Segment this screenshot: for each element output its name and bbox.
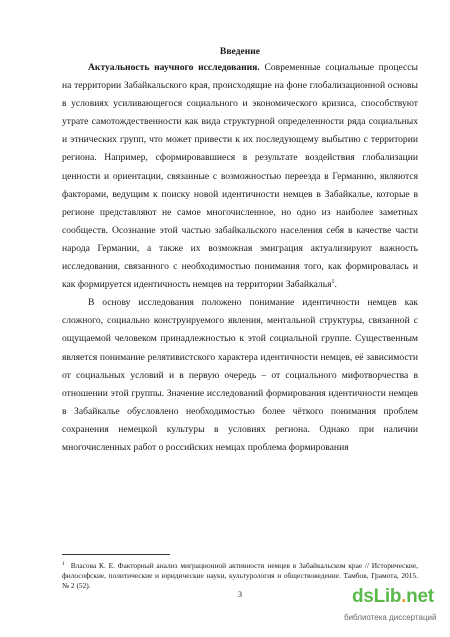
paragraph-basis: В основу исследования положено понимание идентичности немцев как сложного, социально конструируемого явления, ментальной структуры, связанной с ощущаемой человеком принадлежностью к этой социальной группе. Существенным является понимание релятивистского характера идентичности немцев, её зависимости от социальных условий и в первую очередь – от социального мифотворчества в отношении этой группы. Значение исследований формирования идентичности немцев в Забайкалье обусловлено необходимостью более чёткого понимания проблем сохранения немецкой культуры в условиях региона. Однако при наличии многочисленных работ о российских немцах проблема формирования xyxy=(62,297,418,453)
page-number: 3 xyxy=(238,590,242,599)
dslib-watermark xyxy=(344,586,448,634)
relevance-end: . xyxy=(334,279,337,291)
logo-dot: . xyxy=(401,586,407,607)
paragraph-relevance xyxy=(62,59,418,294)
dslib-logo xyxy=(352,586,434,608)
section-heading: Введение xyxy=(219,46,261,57)
logo-main: dsLib xyxy=(352,586,402,607)
document-body xyxy=(62,59,418,457)
footnote-divider xyxy=(62,554,170,555)
relevance-lead: Актуальность научного исследования. xyxy=(88,62,260,73)
watermark-subtitle: библиотека диссертаций xyxy=(344,613,437,622)
footnote-number: 1 xyxy=(62,561,65,567)
logo-tld: net xyxy=(406,586,434,607)
footnote-text: Власова К. Е. Факторный анализ миграционной активности немцев в Забайкальском крае // Исторические, философские, политические и юридические науки, культурология и обществоведение. Тамбов, Грамота, 2015. № 2 (52). xyxy=(62,561,418,590)
footnote-reference[interactable]: 1 xyxy=(331,279,335,286)
relevance-text: Современные социальные процессы на территории Забайкальского края, происходящие на фоне глобализационной основы в условиях усиливающегося социального и экономического кризиса, способствуют утрате самотождественности как вида структурной определенности ряда социальных и этнических групп, что может привести к их последующему выбытию с территории региона. Например, сформировавшиеся в результате воздействия глобализации ценности и ориентации, связанные с возможностью переезда в Германию, являются факторами, ведущим к поиску новой идентичности немцев в Забайкалье, которые в регионе представляют не самое многочисленное, но одно из наиболее заметных сообществ. Осознание этой частью забайкальского населения себя в качестве части народа Германии, а также их возможная эмиграция актуализируют важность исследования, связанного с необходимостью понимания того, как формировалась и как формируется идентичность немцев на территории Забайкалья xyxy=(62,62,418,291)
